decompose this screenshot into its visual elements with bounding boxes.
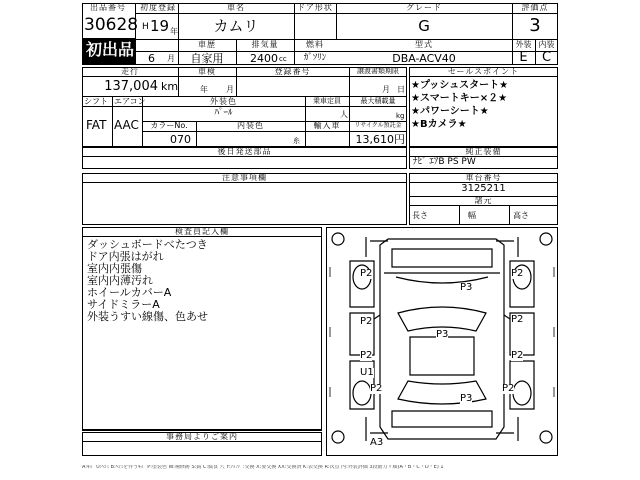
genuine-equipment: ﾅﾋﾞ ｴｱB PS PW [413, 157, 476, 167]
import-suffix: 糸 [293, 137, 300, 145]
inspector-note: ドア内張はがれ [87, 250, 164, 263]
seats-unit: 人 [340, 110, 348, 119]
model-label: 型式 [415, 40, 433, 49]
use-label: 車歴 [198, 40, 216, 49]
legend-text: A:ｷｽﾞ U:ﾍｺﾐ B:ﾍｺﾐを伴うｷｽﾞ P:塗装色 W:補修跡 S:錆 C:腐食 穴 Y:ｸｯﾌﾄﾞ:交換 X:要交換 XX:交換済 K:表交換 R:次点 内:外装評価 3段階力リ順(A・B・C・D・E) 1 [82, 465, 444, 470]
shift-value: FAT [86, 118, 107, 132]
int-grade: C [541, 50, 552, 65]
sales-point-item: ★Bカメラ★ [411, 119, 467, 130]
sales-point-item: ★パワーシート★ [411, 106, 489, 117]
chassis-label: 車台番号 [465, 173, 502, 182]
mileage-unit: km [161, 80, 179, 93]
reg-year: 19 [150, 17, 170, 35]
inspector-note: 外装うすい線傷、色あせ [87, 310, 208, 323]
doc-day-unit: 日 [397, 85, 405, 94]
size-label: 諸元 [474, 196, 493, 205]
recycle-doc-label: 譲渡書類期限 [357, 67, 399, 75]
damage-mark: P2 [511, 314, 524, 325]
damage-mark: P2 [511, 268, 524, 279]
lot-no-label: 出品番号 [90, 3, 126, 12]
inspector-note: 室内内薄汚れ [87, 274, 153, 287]
int-label: 内装 [538, 40, 555, 49]
sales-points-label: セールスポイント [447, 67, 520, 76]
damage-mark: P3 [460, 393, 473, 404]
inspector-label: 検査員記入欄 [175, 227, 229, 236]
color-no: 070 [170, 133, 191, 146]
mileage-value: 137,004 [104, 79, 158, 94]
first-listing-badge: 初出品 [86, 40, 135, 59]
height-label: 高さ [513, 211, 529, 220]
score: 3 [529, 15, 541, 36]
interior-label: 内装色 [237, 121, 264, 130]
ac-label: エアコン [114, 97, 146, 106]
parts-label: 後日発送部品 [217, 147, 272, 156]
damage-mark: P3 [436, 329, 449, 340]
office-label: 事務局よりご案内 [166, 432, 238, 441]
damage-mark: P2 [370, 383, 383, 394]
grade-label: グレード [406, 3, 442, 12]
exterior-color: ﾊﾟｰﾙ [214, 108, 233, 118]
seats-label: 乗車定員 [313, 97, 341, 105]
use-value: 自家用 [190, 52, 224, 65]
sales-points-list [411, 79, 508, 131]
inspection-year-unit: 年 [200, 85, 208, 94]
model-value: DBA-ACV40 [392, 52, 456, 65]
inspector-note: サイドミラーA [87, 298, 160, 311]
remarks-label: 注意事項欄 [222, 173, 267, 182]
width-label: 幅 [468, 211, 476, 220]
grade: G [418, 17, 430, 35]
chassis-number: 3125211 [461, 183, 506, 194]
ext-label: 外装 [515, 40, 532, 49]
reg-month-unit: 月 [167, 54, 175, 63]
max-load-label: 最大積載量 [360, 97, 396, 105]
genuine-label: 純正装備 [465, 147, 502, 156]
damage-mark: P2 [360, 316, 373, 327]
ext-grade: E [519, 50, 528, 65]
inspector-notes [87, 239, 208, 323]
car-damage-diagram [326, 227, 558, 456]
score-label: 評価点 [521, 3, 549, 12]
lot-no: 30628 [84, 15, 139, 35]
sales-point-item: ★プッシュスタート★ [411, 80, 509, 91]
sales-point-item: ★スマートキー×２★ [411, 93, 508, 104]
inspection-label: 車検 [198, 67, 216, 76]
recycle-fee: 13,610円 [355, 133, 405, 146]
mileage-label: 走行 [121, 67, 139, 76]
damage-mark: P2 [511, 350, 524, 361]
damage-mark: P2 [360, 350, 373, 361]
inspector-note: 室内内張傷 [87, 262, 142, 275]
doc-month-unit: 月 [382, 85, 390, 94]
fuel-value: ｶﾞｿﾘﾝ [303, 53, 327, 63]
car-name-label: 車名 [227, 3, 245, 12]
inspector-note: ホイールカバーA [87, 286, 172, 299]
damage-mark: P2 [502, 383, 515, 394]
damage-mark: U1 [360, 367, 374, 378]
first-reg-label: 初度登録 [140, 3, 176, 12]
cc-label: 排気量 [251, 40, 279, 49]
cc-unit: cc [279, 55, 287, 63]
shift-label: シフト [84, 97, 108, 106]
fuel-label: 燃料 [306, 40, 324, 49]
import-label: 輸入車 [313, 121, 341, 130]
length-label: 長さ [412, 211, 428, 220]
load-unit: kg [396, 112, 405, 120]
era: H [142, 22, 149, 32]
exterior-color-label: 外装色 [210, 97, 237, 106]
plate-label: 登録番号 [274, 67, 311, 76]
damage-mark: A3 [370, 437, 384, 448]
color-no-label: カラーNo. [150, 121, 188, 130]
reg-month: 6 [148, 52, 155, 65]
damage-mark: P3 [460, 282, 473, 293]
cc-value: 2400 [250, 52, 278, 65]
door-label: ドア形状 [297, 3, 333, 12]
damage-mark: P2 [360, 268, 373, 279]
reg-year-unit: 年 [170, 27, 178, 36]
inspector-note: ダッシュボードべたつき [87, 238, 208, 251]
recycle-label: リサイクル預託金 [354, 122, 402, 129]
car-name: カムリ [213, 17, 259, 35]
inspection-month-unit: 月 [226, 85, 234, 94]
ac-value: AAC [114, 118, 139, 132]
